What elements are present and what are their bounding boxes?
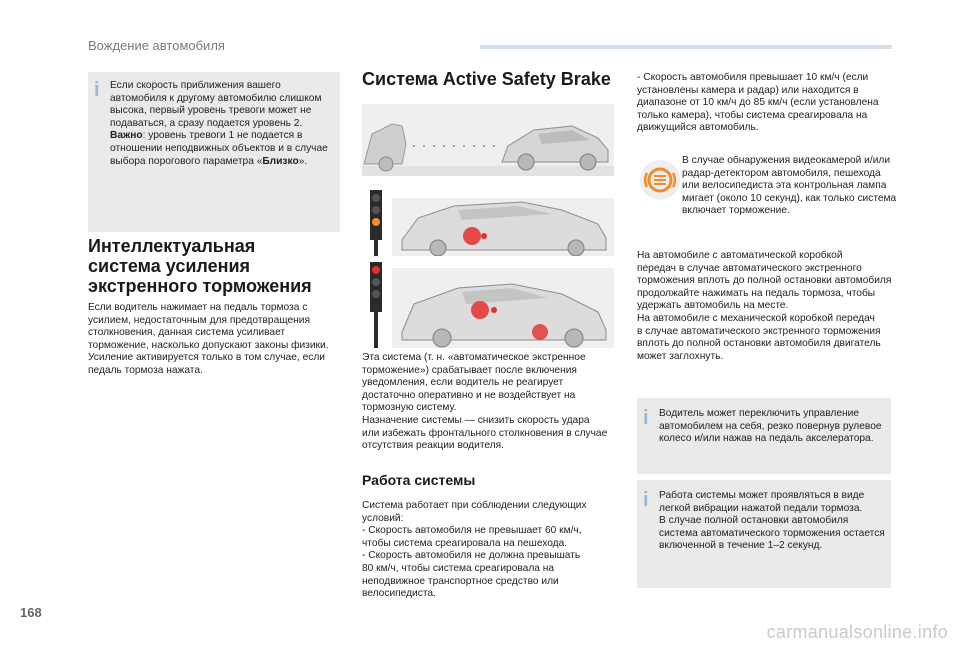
heading-emergency-brake-assist: Интеллектуальная система усиления экстренного торможения: [88, 236, 312, 296]
section-title: Вождение автомобиля: [88, 38, 225, 53]
illustration-step-3: [362, 258, 614, 348]
gearbox-text: На автомобиле с автоматической коробкой передач в случае автоматического экстренного торможения вплоть до полной остановки автомобиля продолжайте нажимать на педаль тормоза, чтобы удержать автомобиль на месте. На автомобиле с механической коробкой передач в случае автоматического экстренного торможения вплоть до полной остановки автомобиля двигатель может заглохнуть.: [637, 250, 892, 362]
heading-system-operation: Работа системы: [362, 472, 476, 488]
active-safety-brake-text: Эта система (т. н. «автоматическое экстренное торможение») срабатывает после включения уведомления, если водитель не реагирует достаточно оперативно и не воздействует на тормозную систему. Назначение системы — снизить скорость удара или избежать фронтального столкновения в случае отсутствия реакции водителя.: [362, 352, 608, 452]
note-mid: : уровень тревоги 1 не подается в отношении неподвижных объектов и в случае выбора порогового параметра «: [110, 130, 328, 167]
info-note-box: [88, 72, 340, 232]
illustration-step-1: [362, 104, 614, 176]
note-end: ».: [298, 155, 308, 167]
brake-vibration-note: [637, 480, 891, 588]
note-bold-param: Близко: [262, 155, 299, 167]
watermark: carmanualsonline.info: [766, 622, 948, 642]
info-note-text: [110, 80, 336, 168]
header-accent-line: [480, 45, 892, 49]
brake-warning-icon: [640, 160, 680, 200]
note-pre: Если скорость приближения вашего автомобиля к другому автомобилю слишком высока, первый уровень тревоги может не подаваться, а сразу подается уровень 2.: [110, 80, 322, 129]
page-number: 168: [20, 605, 42, 620]
heading-active-safety-brake: Система Active Safety Brake: [362, 69, 611, 89]
warning-lamp-text: В случае обнаружения видеокамерой и/или радар-детектором автомобиля, пешехода или велосипедиста эта контрольная лампа мигает (около 10 секунд), как только система включает торможение.: [682, 155, 897, 217]
info-icon: i: [643, 489, 649, 511]
brake-vibration-text: Работа системы может проявляться в виде легкой вибрации нажатой педали тормоза. В случае полной остановки автомобиля система автоматического торможения остается включенной в течение 1–2 секунд.: [659, 490, 885, 552]
info-icon: i: [643, 407, 649, 429]
emergency-brake-assist-text: Если водитель нажимает на педаль тормоза с усилием, недостаточным для предотвращения столкновения, данная система усиливает торможение, насколько допускают законы физики. Усиление активируется только в том случае, если педаль тормоза нажата.: [88, 302, 329, 376]
driver-override-note: [637, 398, 891, 474]
system-conditions-list: Система работает при соблюдении следующих условий: - Скорость автомобиля не превышает 60 км/ч, чтобы система среагировала на пешехода. - Скорость автомобиля не должна превышать 80 км/ч, чтобы система среагировала на неподвижное транспортное средство или велосипедиста.: [362, 500, 587, 600]
speed-condition-item: - Скорость автомобиля превышает 10 км/ч (если установлены камера и радар) или находится в диапазоне от 10 км/ч до 85 км/ч (если установлена только камера), чтобы система среагировала на движущийся автомобиль.: [637, 72, 879, 134]
note-bold-label: Важно: [110, 130, 143, 142]
illustration-step-2: [362, 180, 614, 256]
info-icon: i: [94, 79, 100, 101]
driver-override-text: Водитель может переключить управление автомобилем на себя, резко повернув рулевое колесо и/или нажав на педаль акселератора.: [659, 408, 882, 445]
